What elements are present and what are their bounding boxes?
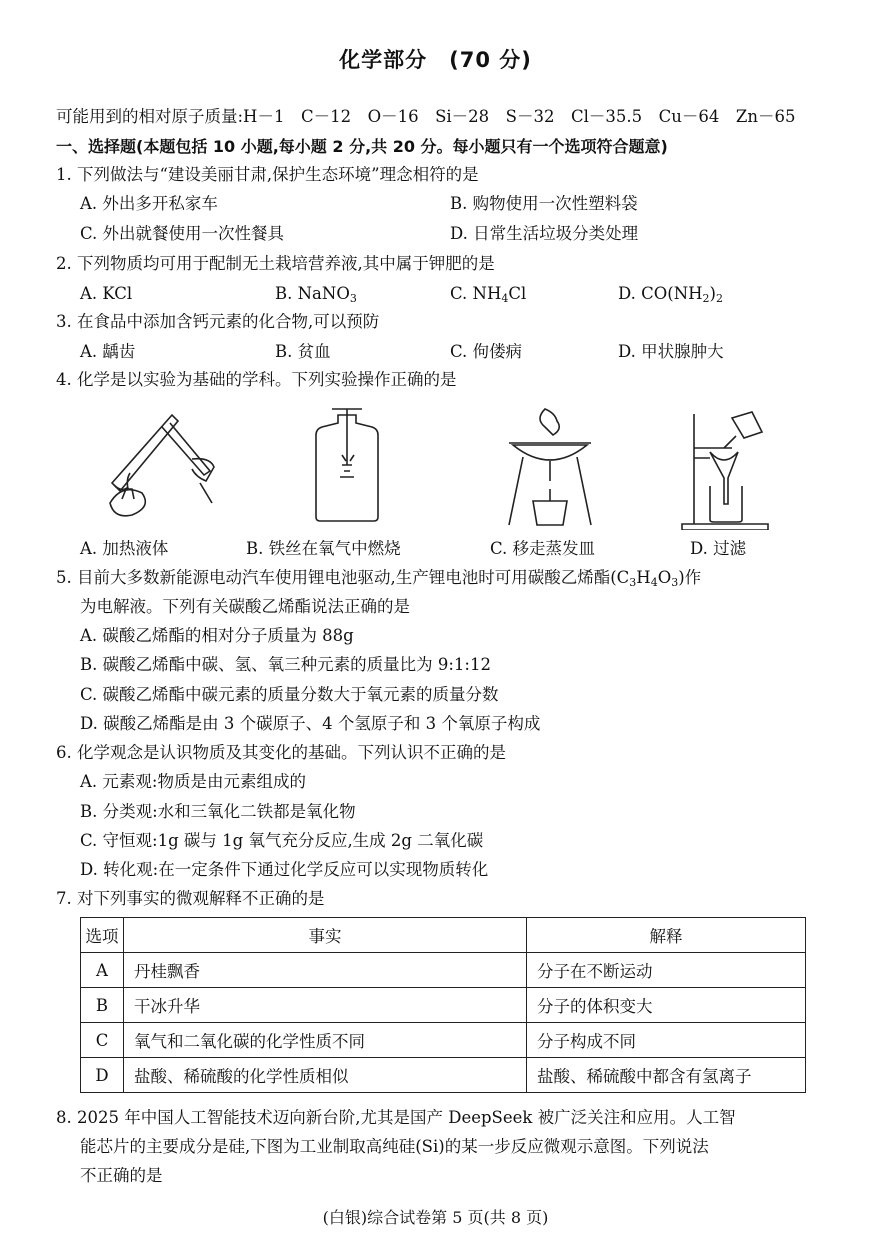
- q2-option-c: C. $NH_4Cl$: [450, 284, 527, 305]
- q8-stem-line1: 8. 2025 年中国人工智能技术迈向新台阶,尤其是国产 DeepSeek 被广泛关注和应用。人工智: [56, 1108, 736, 1127]
- q3-option-d: D. 甲状腺肿大: [618, 342, 724, 361]
- page-footer: (白银)综合试卷第 5 页(共 8 页): [322, 1208, 549, 1227]
- table-row: [81, 1023, 806, 1058]
- q6-option-a: A. 元素观:物质是由元素组成的: [80, 772, 306, 791]
- q2-stem: 2. 下列物质均可用于配制无土栽培营养液,其中属于钾肥的是: [56, 254, 495, 273]
- q5-stem: 5. 目前大多数新能源电动汽车使用锂电池驱动,生产锂电池时可用碳酸乙烯酯$(C_3H_4O_3)$作: [56, 568, 702, 589]
- filtration-figure: [680, 408, 770, 530]
- q6-option-d: D. 转化观:在一定条件下通过化学反应可以实现物质转化: [80, 860, 489, 879]
- q8-stem-line2: 能芯片的主要成分是硅,下图为工业制取高纯硅(Si)的某一步反应微观示意图。下列说法: [80, 1137, 709, 1156]
- q3-option-c: C. 佝偻病: [450, 342, 523, 361]
- header-fact: 事实: [124, 918, 527, 953]
- q8-stem-line3: 不正确的是: [80, 1166, 163, 1185]
- table-row: [81, 988, 806, 1023]
- q1-stem: 1. 下列做法与“建设美丽甘肃,保护生态环境”理念相符的是: [56, 165, 479, 184]
- q7-table: [80, 917, 806, 1093]
- q1-option-b: B. 购物使用一次性塑料袋: [450, 194, 638, 213]
- q2-option-a: A. KCl: [80, 284, 133, 303]
- evaporating-dish-figure: [505, 405, 595, 529]
- q5-stem-continued: 为电解液。下列有关碳酸乙烯酯说法正确的是: [80, 597, 410, 616]
- q3-stem: 3. 在食品中添加含钙元素的化合物,可以预防: [56, 312, 380, 331]
- q1-option-a: A. 外出多开私家车: [80, 194, 218, 213]
- q1-option-c: C. 外出就餐使用一次性餐具: [80, 224, 285, 243]
- q5-option-c: C. 碳酸乙烯酯中碳元素的质量分数大于氧元素的质量分数: [80, 685, 499, 704]
- row-explanation: 分子构成不同: [527, 1023, 806, 1058]
- table-row: [81, 1058, 806, 1093]
- row-explanation: 分子的体积变大: [527, 988, 806, 1023]
- iron-wire-burning-figure: [302, 405, 392, 525]
- row-option: A: [81, 953, 124, 988]
- q3-option-b: B. 贫血: [275, 342, 331, 361]
- q6-option-c: C. 守恒观:1g 碳与 1g 氧气充分反应,生成 2g 二氧化碳: [80, 831, 484, 850]
- q5-option-a: A. 碳酸乙烯酯的相对分子质量为 88g: [80, 626, 354, 645]
- header-explanation: 解释: [527, 918, 806, 953]
- q3-option-a: A. 龋齿: [80, 342, 136, 361]
- table-row: [81, 953, 806, 988]
- row-option: C: [81, 1023, 124, 1058]
- header-option: 选项: [81, 918, 124, 953]
- q2-option-b: B. NaNO$_3$: [275, 284, 357, 305]
- atomic-masses: 可能用到的相对原子质量:H－1 C－12 O－16 Si－28 S－32 Cl－35.5 Cu－64 Zn－65: [56, 107, 796, 126]
- row-explanation: 盐酸、稀硫酸中都含有氢离子: [527, 1058, 806, 1093]
- q1-option-d: D. 日常生活垃圾分类处理: [450, 224, 639, 243]
- q4-stem: 4. 化学是以实验为基础的学科。下列实验操作正确的是: [56, 370, 457, 389]
- row-fact: 氧气和二氧化碳的化学性质不同: [124, 1023, 527, 1058]
- row-option: B: [81, 988, 124, 1023]
- row-explanation: 分子在不断运动: [527, 953, 806, 988]
- q6-stem: 6. 化学观念是认识物质及其变化的基础。下列认识不正确的是: [56, 743, 506, 762]
- q4-option-a: A. 加热液体: [80, 539, 169, 558]
- section-heading: 一、选择题(本题包括 10 小题,每小题 2 分,共 20 分。每小题只有一个选项符合题意): [56, 137, 668, 156]
- q4-option-d: D. 过滤: [690, 539, 747, 558]
- row-fact: 丹桂飘香: [124, 953, 527, 988]
- q4-option-c: C. 移走蒸发皿: [490, 539, 596, 558]
- heating-liquid-figure: [92, 403, 222, 525]
- q4-option-b: B. 铁丝在氧气中燃烧: [246, 539, 401, 558]
- table-header-row: [81, 918, 806, 953]
- row-fact: 干冰升华: [124, 988, 527, 1023]
- row-option: D: [81, 1058, 124, 1093]
- row-fact: 盐酸、稀硫酸的化学性质相似: [124, 1058, 527, 1093]
- q5-option-d: D. 碳酸乙烯酯是由 3 个碳原子、4 个氢原子和 3 个氧原子构成: [80, 714, 541, 733]
- q7-stem: 7. 对下列事实的微观解释不正确的是: [56, 889, 325, 908]
- q2-option-d: D. $CO(NH_2)_2$: [618, 284, 723, 305]
- q5-option-b: B. 碳酸乙烯酯中碳、氢、氧三种元素的质量比为 9:1:12: [80, 655, 491, 674]
- q6-option-b: B. 分类观:水和三氧化二铁都是氧化物: [80, 802, 356, 821]
- page-title: 化学部分 (70 分): [339, 48, 532, 72]
